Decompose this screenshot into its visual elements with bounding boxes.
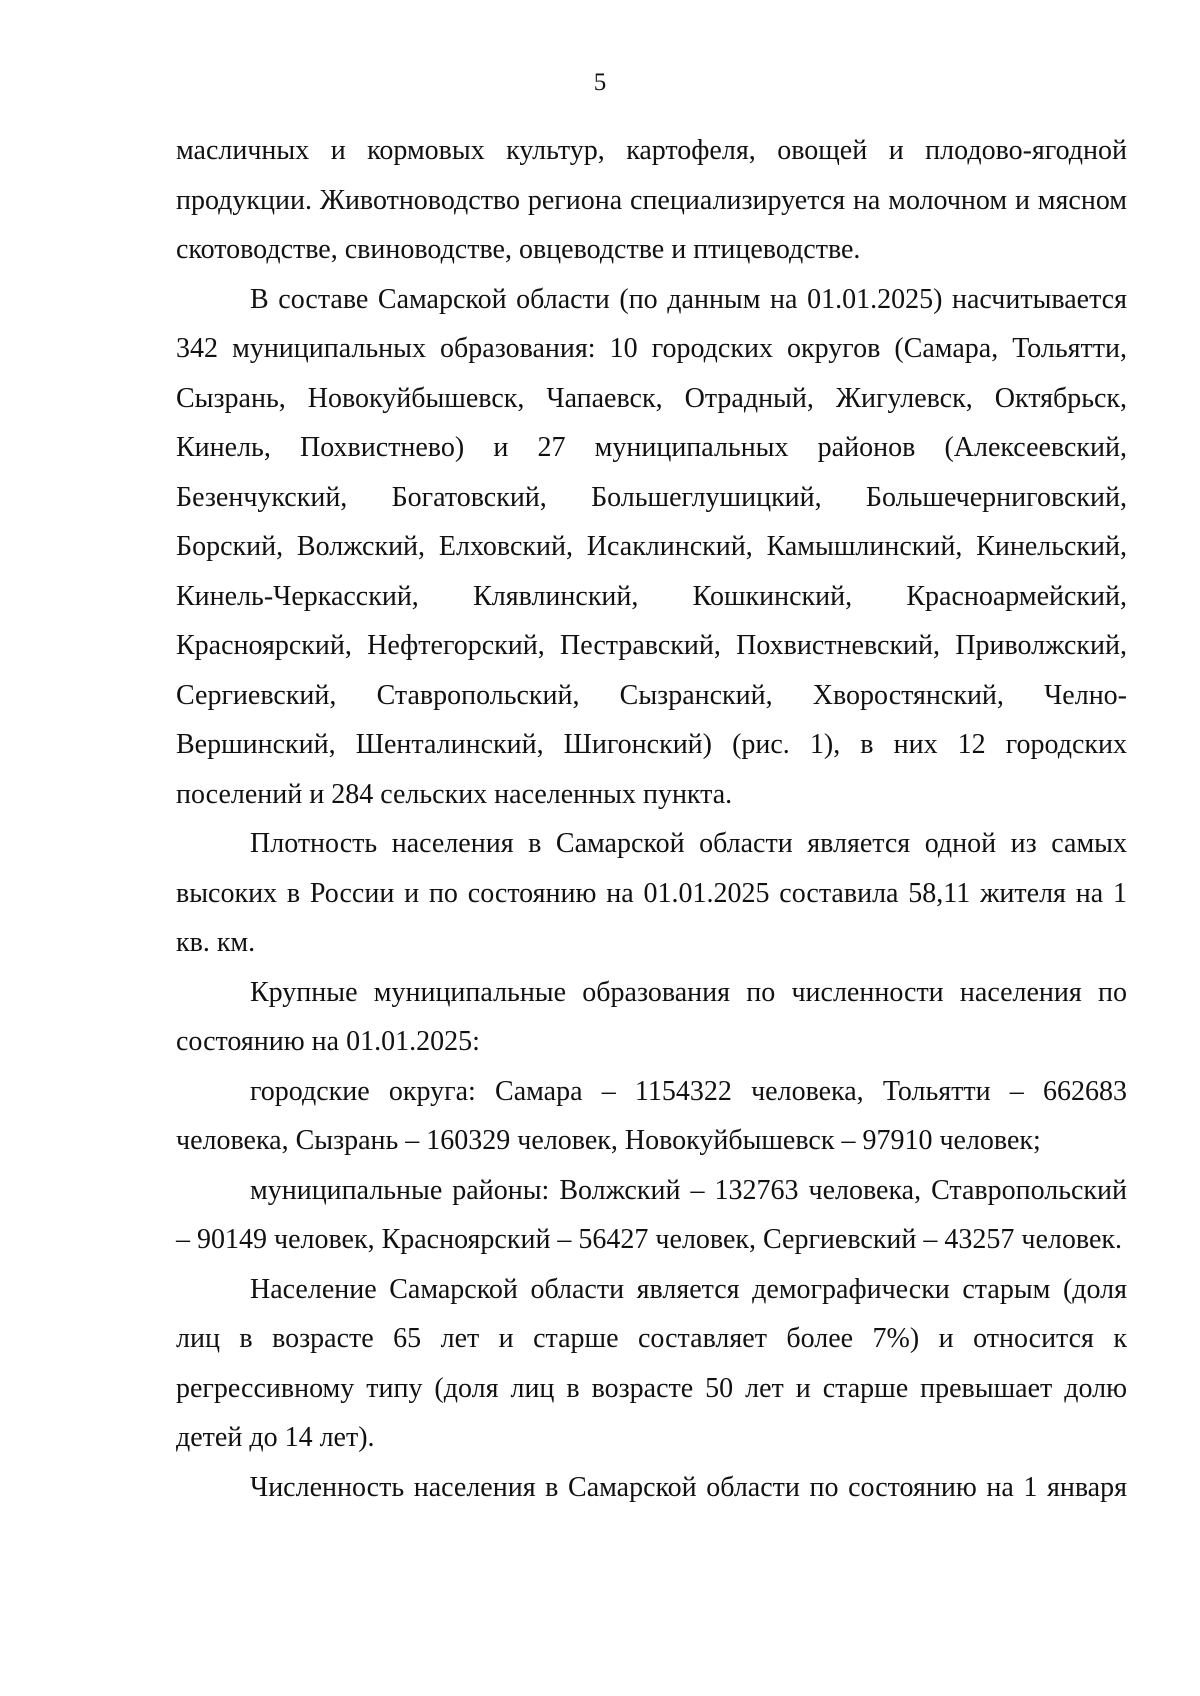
paragraph-crops-livestock: масличных и кормовых культур, картофеля, овощей и плодово-ягодной продукции. Животноводство региона специализируется на молочном и мясном скотоводстве, свиноводстве, овцеводстве и птицеводстве. <box>176 135 1127 265</box>
paragraph-large-municipalities-intro: Крупные муниципальные образования по численности населения по состоянию на 01.01.2025: <box>176 976 1127 1057</box>
paragraph-population-density: Плотность населения в Самарской области является одной из самых высоких в России и по состоянию на 01.01.2025 составила 58,11 жителя на 1 кв. км. <box>176 828 1127 958</box>
page-number: 5 <box>593 69 607 96</box>
paragraph-demographic-age: Население Самарской области является демографически старым (доля лиц в возрасте 65 лет и старше составляет более 7%) и относится к регрессивному типу (доля лиц в возрасте 50 лет и старше превышает долю детей до 14 лет). <box>176 1273 1127 1453</box>
paragraph-population-count: Численность населения в Самарской области по состоянию на 1 января <box>250 1471 1127 1503</box>
paragraph-municipal-districts: муниципальные районы: Волжский – 132763 человека, Ставропольский – 90149 человек, Красноярский – 56427 человек, Сергиевский – 43257 человек. <box>176 1174 1127 1255</box>
paragraph-urban-districts: городские округа: Самара – 1154322 человека, Тольятти – 662683 человека, Сызрань – 160329 человек, Новокуйбышевск – 97910 человек; <box>176 1075 1127 1156</box>
document-body <box>176 126 1127 1512</box>
paragraph-municipal-composition: В составе Самарской области (по данным на 01.01.2025) насчитывается 342 муниципальных образования: 10 городских округов (Самара, Тольятти, Сызрань, Новокуйбышевск, Чапаевск, Отрадный, Жигулевск, Октябрьск, Кинель, Похвистнево) и 27 муниципальных районов (Алексеевский, Безенчукский, Богатовский, Большеглушицкий, Большечерниговский, Борский, Волжский, Елховский, Исаклинский, Камышлинский, Кинельский, Кинель-Черкасский, Клявлинский, Кошкинский, Красноармейский, Красноярский, Нефтегорский, Пестравский, Похвистневский, Приволжский, Сергиевский, Ставропольский, Сызранский, Хворостянский, Челно-Вершинский, Шенталинский, Шигонский) (рис. 1), в них 12 городских поселений и 284 сельских населенных пункта. <box>176 283 1127 810</box>
